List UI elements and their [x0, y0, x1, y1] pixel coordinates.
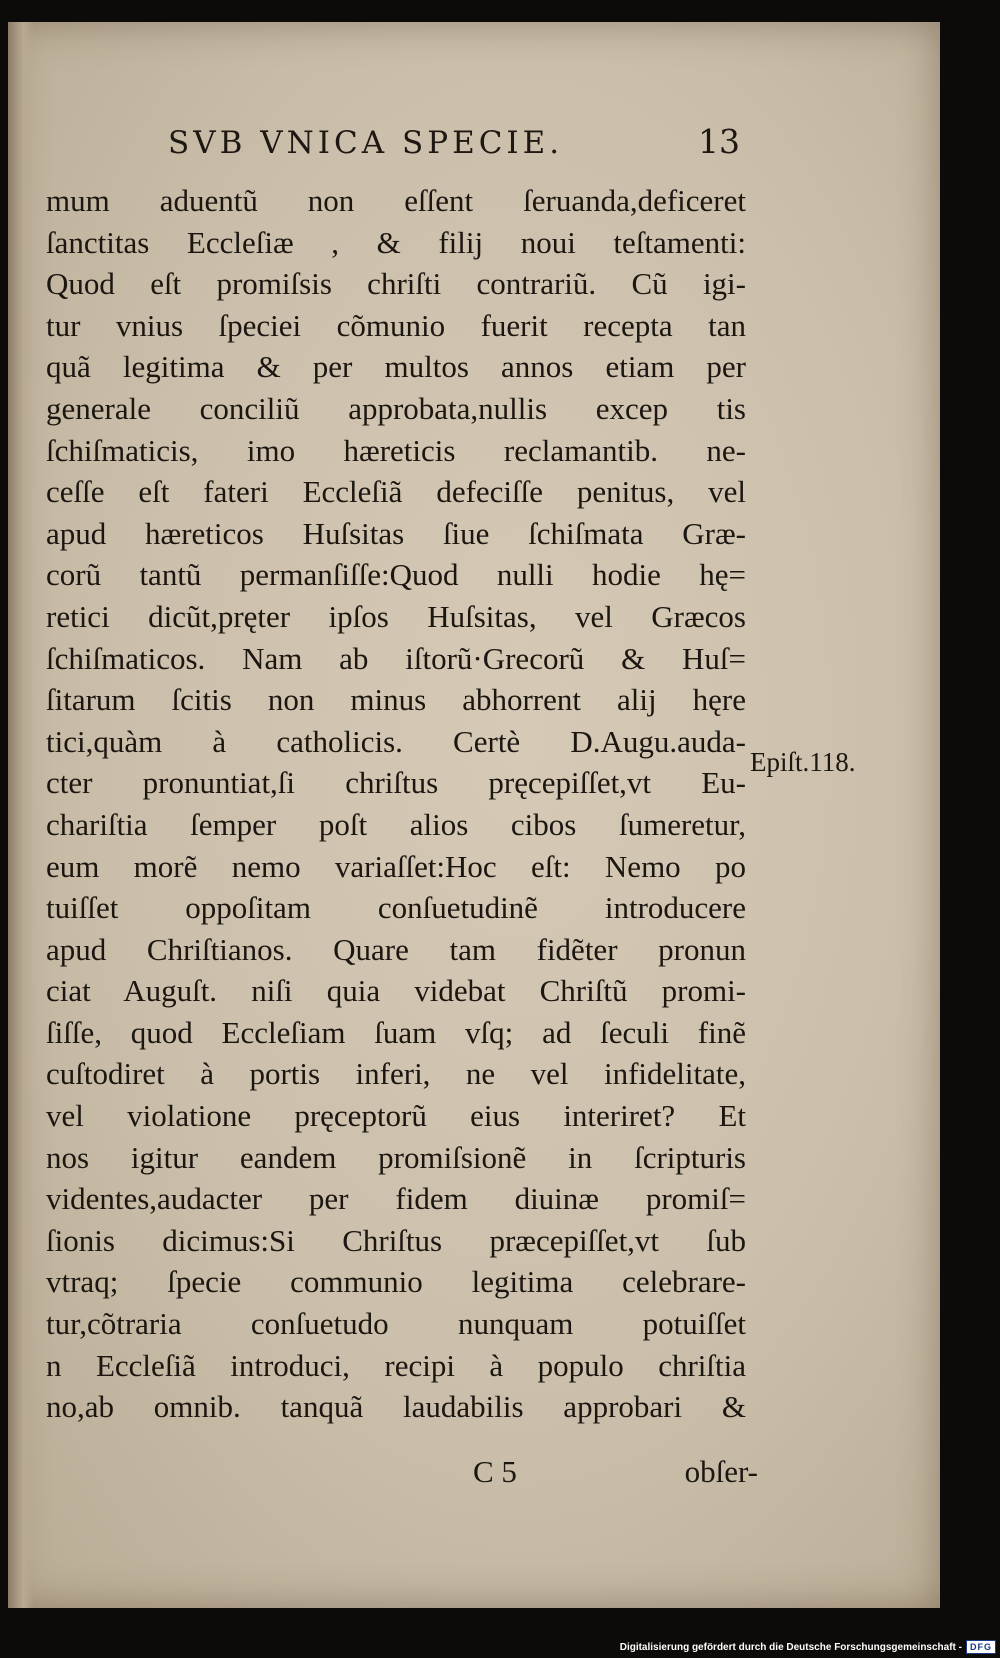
running-head	[168, 122, 748, 161]
text-line: corũ tantũ permanſiſſe:Quod nulli hodie hę=	[46, 557, 746, 593]
text-line: ſchiſmaticis, imo hæreticis reclamantib. ne-	[46, 432, 746, 468]
page-gutter	[8, 22, 34, 1608]
book-page	[8, 22, 940, 1608]
text-line: tur,cõtraria conſuetudo nunquam potuiſſet	[46, 1306, 746, 1342]
body-text	[46, 180, 746, 1428]
signature-mark: C 5	[473, 1454, 517, 1489]
text-line: ſanctitas Eccleſiæ , & filij noui teſtamenti:	[46, 224, 746, 260]
text-line: tuiſſet oppoſitam conſuetudinẽ introducere	[46, 890, 746, 926]
text-line: quã legitima & per multos annos etiam per	[46, 349, 746, 385]
text-line: n Eccleſiã introduci, recipi à populo chriſtia	[46, 1347, 746, 1383]
marginal-note: Epiſt.118.	[750, 747, 856, 777]
text-line: eum morẽ nemo variaſſet:Hoc eſt: Nemo po	[46, 848, 746, 884]
folio-number: 13	[698, 122, 740, 161]
text-line: tici,quàm à catholicis. Certè D.Augu.auda-	[46, 723, 746, 759]
catchword: obſer-	[684, 1454, 758, 1489]
text-line: tur vnius ſpeciei cõmunio fuerit recepta tan	[46, 307, 746, 343]
text-line: videntes,audacter per fidem diuinæ promiſ=	[46, 1181, 746, 1217]
text-line: ſiſſe, quod Eccleſiam ſuam vſq; ad ſeculi finẽ	[46, 1014, 746, 1050]
text-line: ciat Auguſt. niſi quia videbat Chriſtũ promi-	[46, 973, 746, 1009]
text-line: Quod eſt promiſsis chriſti contrariũ. Cũ igi-	[46, 266, 746, 302]
dfg-logo: DFG	[966, 1640, 996, 1654]
text-line: no,ab omnib. tanquã laudabilis approbari &	[46, 1389, 746, 1425]
text-line: apud Chriſtianos. Quare tam fidẽter pronun	[46, 931, 746, 967]
text-line: generale conciliũ approbata,nullis excep tis	[46, 390, 746, 426]
running-title: SVB VNICA SPECIE.	[168, 125, 564, 161]
text-line: mum aduentũ non eſſent ſeruanda,deficeret	[46, 183, 746, 218]
footer-credit-text: Digitalisierung gefördert durch die Deutsche Forschungsgemeinschaft -	[619, 1641, 962, 1653]
text-line: apud hæreticos Huſsitas ſiue ſchiſmata Græ-	[46, 515, 746, 551]
footer-credit	[620, 1640, 996, 1654]
text-line: cter pronuntiat,ſi chriſtus pręcepiſſet,vt Eu-	[46, 765, 746, 801]
text-line: retici dicũt,pręter ipſos Huſsitas, vel Græcos	[46, 598, 746, 634]
text-line: chariſtia ſemper poſt alios cibos ſumeretur,	[46, 806, 746, 842]
text-line: nos igitur eandem promiſsionẽ in ſcripturis	[46, 1139, 746, 1175]
text-line: ceſſe eſt fateri Eccleſiã defeciſſe penitus, vel	[46, 474, 746, 510]
text-line: cuſtodiret à portis inferi, ne vel infidelitate,	[46, 1056, 746, 1092]
text-line: ſitarum ſcitis non minus abhorrent alij hęre	[46, 682, 746, 718]
text-line: ſionis dicimus:Si Chriſtus præcepiſſet,vt ſub	[46, 1222, 746, 1258]
text-line: ſchiſmaticos. Nam ab iſtorũ·Grecorũ & Huſ=	[46, 640, 746, 676]
signature-line	[473, 1454, 758, 1490]
text-line: vel violatione pręceptorũ eius interiret? Et	[46, 1098, 746, 1134]
text-line: vtraq; ſpecie communio legitima celebrare-	[46, 1264, 746, 1300]
